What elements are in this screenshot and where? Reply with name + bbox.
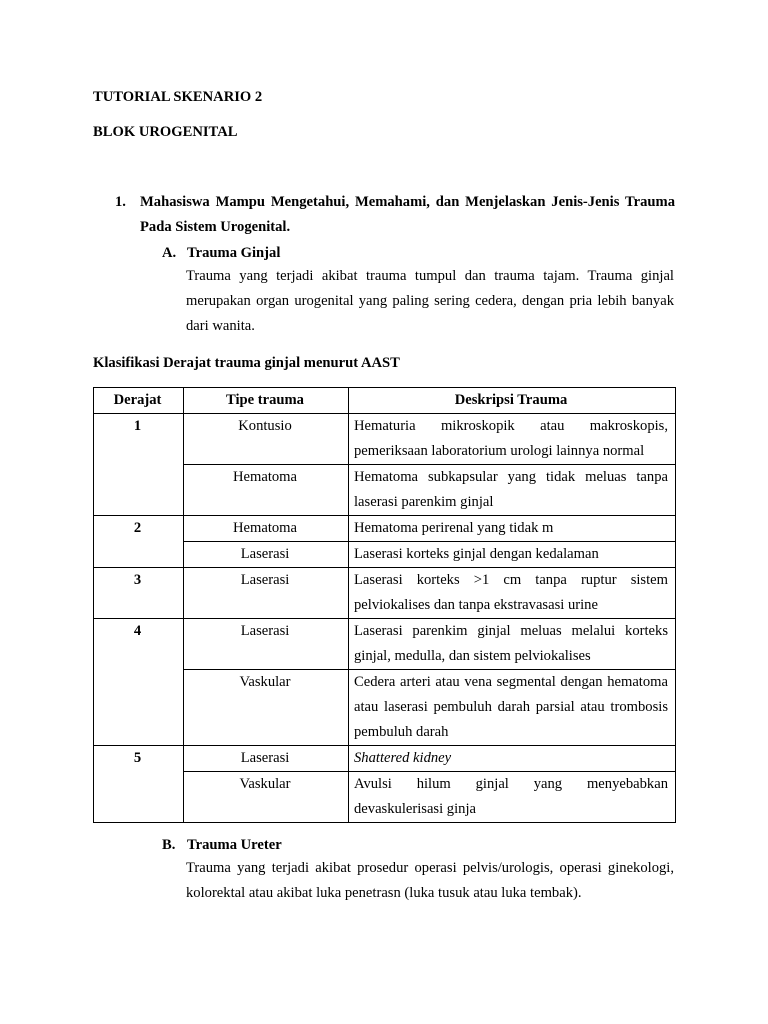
document-title: TUTORIAL SKENARIO 2: [93, 89, 263, 105]
table-row: [94, 619, 676, 670]
cell-derajat: 3: [94, 568, 184, 619]
cell-deskripsi: Hematoma subkapsular yang tidak meluas tanpa laserasi parenkim ginjal: [349, 465, 676, 516]
header-tipe-trauma: Tipe trauma: [184, 388, 349, 414]
cell-derajat: 4: [94, 619, 184, 746]
cell-deskripsi: Laserasi parenkim ginjal meluas melalui korteks ginjal, medulla, dan sistem pelviokalises: [349, 619, 676, 670]
classification-table: [93, 387, 676, 823]
list-item-heading: Mahasiswa Mampu Mengetahui, Memahami, dan Menjelaskan Jenis-Jenis Trauma Pada Sistem Urogenital.: [140, 194, 675, 235]
cell-deskripsi: Hematoma perirenal yang tidak m: [349, 516, 676, 542]
cell-tipe: Hematoma: [184, 465, 349, 516]
table-row: [94, 568, 676, 619]
section-b-letter: B.: [162, 837, 176, 853]
cell-tipe: Laserasi: [184, 619, 349, 670]
table-row: [94, 414, 676, 465]
cell-deskripsi: Hematuria mikroskopik atau makroskopis, pemeriksaan laboratorium urologi lainnya normal: [349, 414, 676, 465]
cell-deskripsi: Laserasi korteks ginjal dengan kedalaman: [349, 542, 676, 568]
table-caption: Klasifikasi Derajat trauma ginjal menurut AAST: [93, 355, 400, 371]
section-b-title: Trauma Ureter: [187, 837, 282, 853]
cell-tipe: Vaskular: [184, 670, 349, 746]
cell-deskripsi: Avulsi hilum ginjal yang menyebabkan devaskulerisasi ginja: [349, 772, 676, 823]
cell-tipe: Laserasi: [184, 746, 349, 772]
table-row: [94, 516, 676, 542]
header-derajat: Derajat: [94, 388, 184, 414]
cell-derajat: 2: [94, 516, 184, 568]
cell-tipe: Laserasi: [184, 542, 349, 568]
cell-derajat: 1: [94, 414, 184, 516]
section-b-paragraph: Trauma yang terjadi akibat prosedur operasi pelvis/urologis, operasi ginekologi, kolorektal atau akibat luka penetrasn (luka tusuk atau luka tembak).: [186, 860, 674, 901]
cell-tipe: Kontusio: [184, 414, 349, 465]
section-a-paragraph: Trauma yang terjadi akibat trauma tumpul dan trauma tajam. Trauma ginjal merupakan organ urogenital yang paling sering cedera, dengan pria lebih banyak dari wanita.: [186, 268, 674, 334]
cell-deskripsi: Cedera arteri atau vena segmental dengan hematoma atau laserasi pembuluh darah parsial atau trombosis pembuluh darah: [349, 670, 676, 746]
section-a-title: Trauma Ginjal: [187, 245, 281, 261]
cell-tipe: Laserasi: [184, 568, 349, 619]
list-item-number: 1.: [115, 194, 126, 210]
cell-tipe: Hematoma: [184, 516, 349, 542]
document-subtitle: BLOK UROGENITAL: [93, 124, 238, 140]
cell-deskripsi: Laserasi korteks >1 cm tanpa ruptur sistem pelviokalises dan tanpa ekstravasasi urine: [349, 568, 676, 619]
cell-tipe: Vaskular: [184, 772, 349, 823]
table-row: [94, 746, 676, 772]
cell-deskripsi: Shattered kidney: [349, 746, 676, 772]
header-deskripsi-trauma: Deskripsi Trauma: [349, 388, 676, 414]
cell-derajat: 5: [94, 746, 184, 823]
section-a-letter: A.: [162, 245, 177, 261]
table-header-row: [94, 388, 676, 414]
